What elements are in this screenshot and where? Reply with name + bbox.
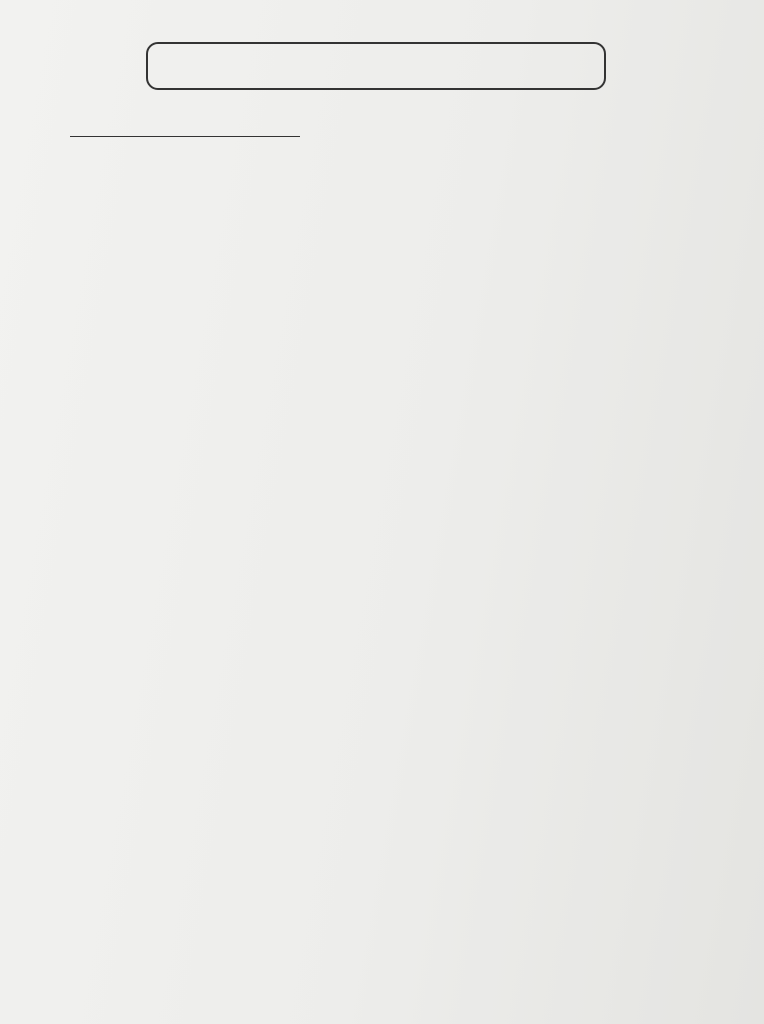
office-info [66, 126, 345, 140]
page-title [146, 42, 606, 90]
office-name [70, 136, 300, 137]
